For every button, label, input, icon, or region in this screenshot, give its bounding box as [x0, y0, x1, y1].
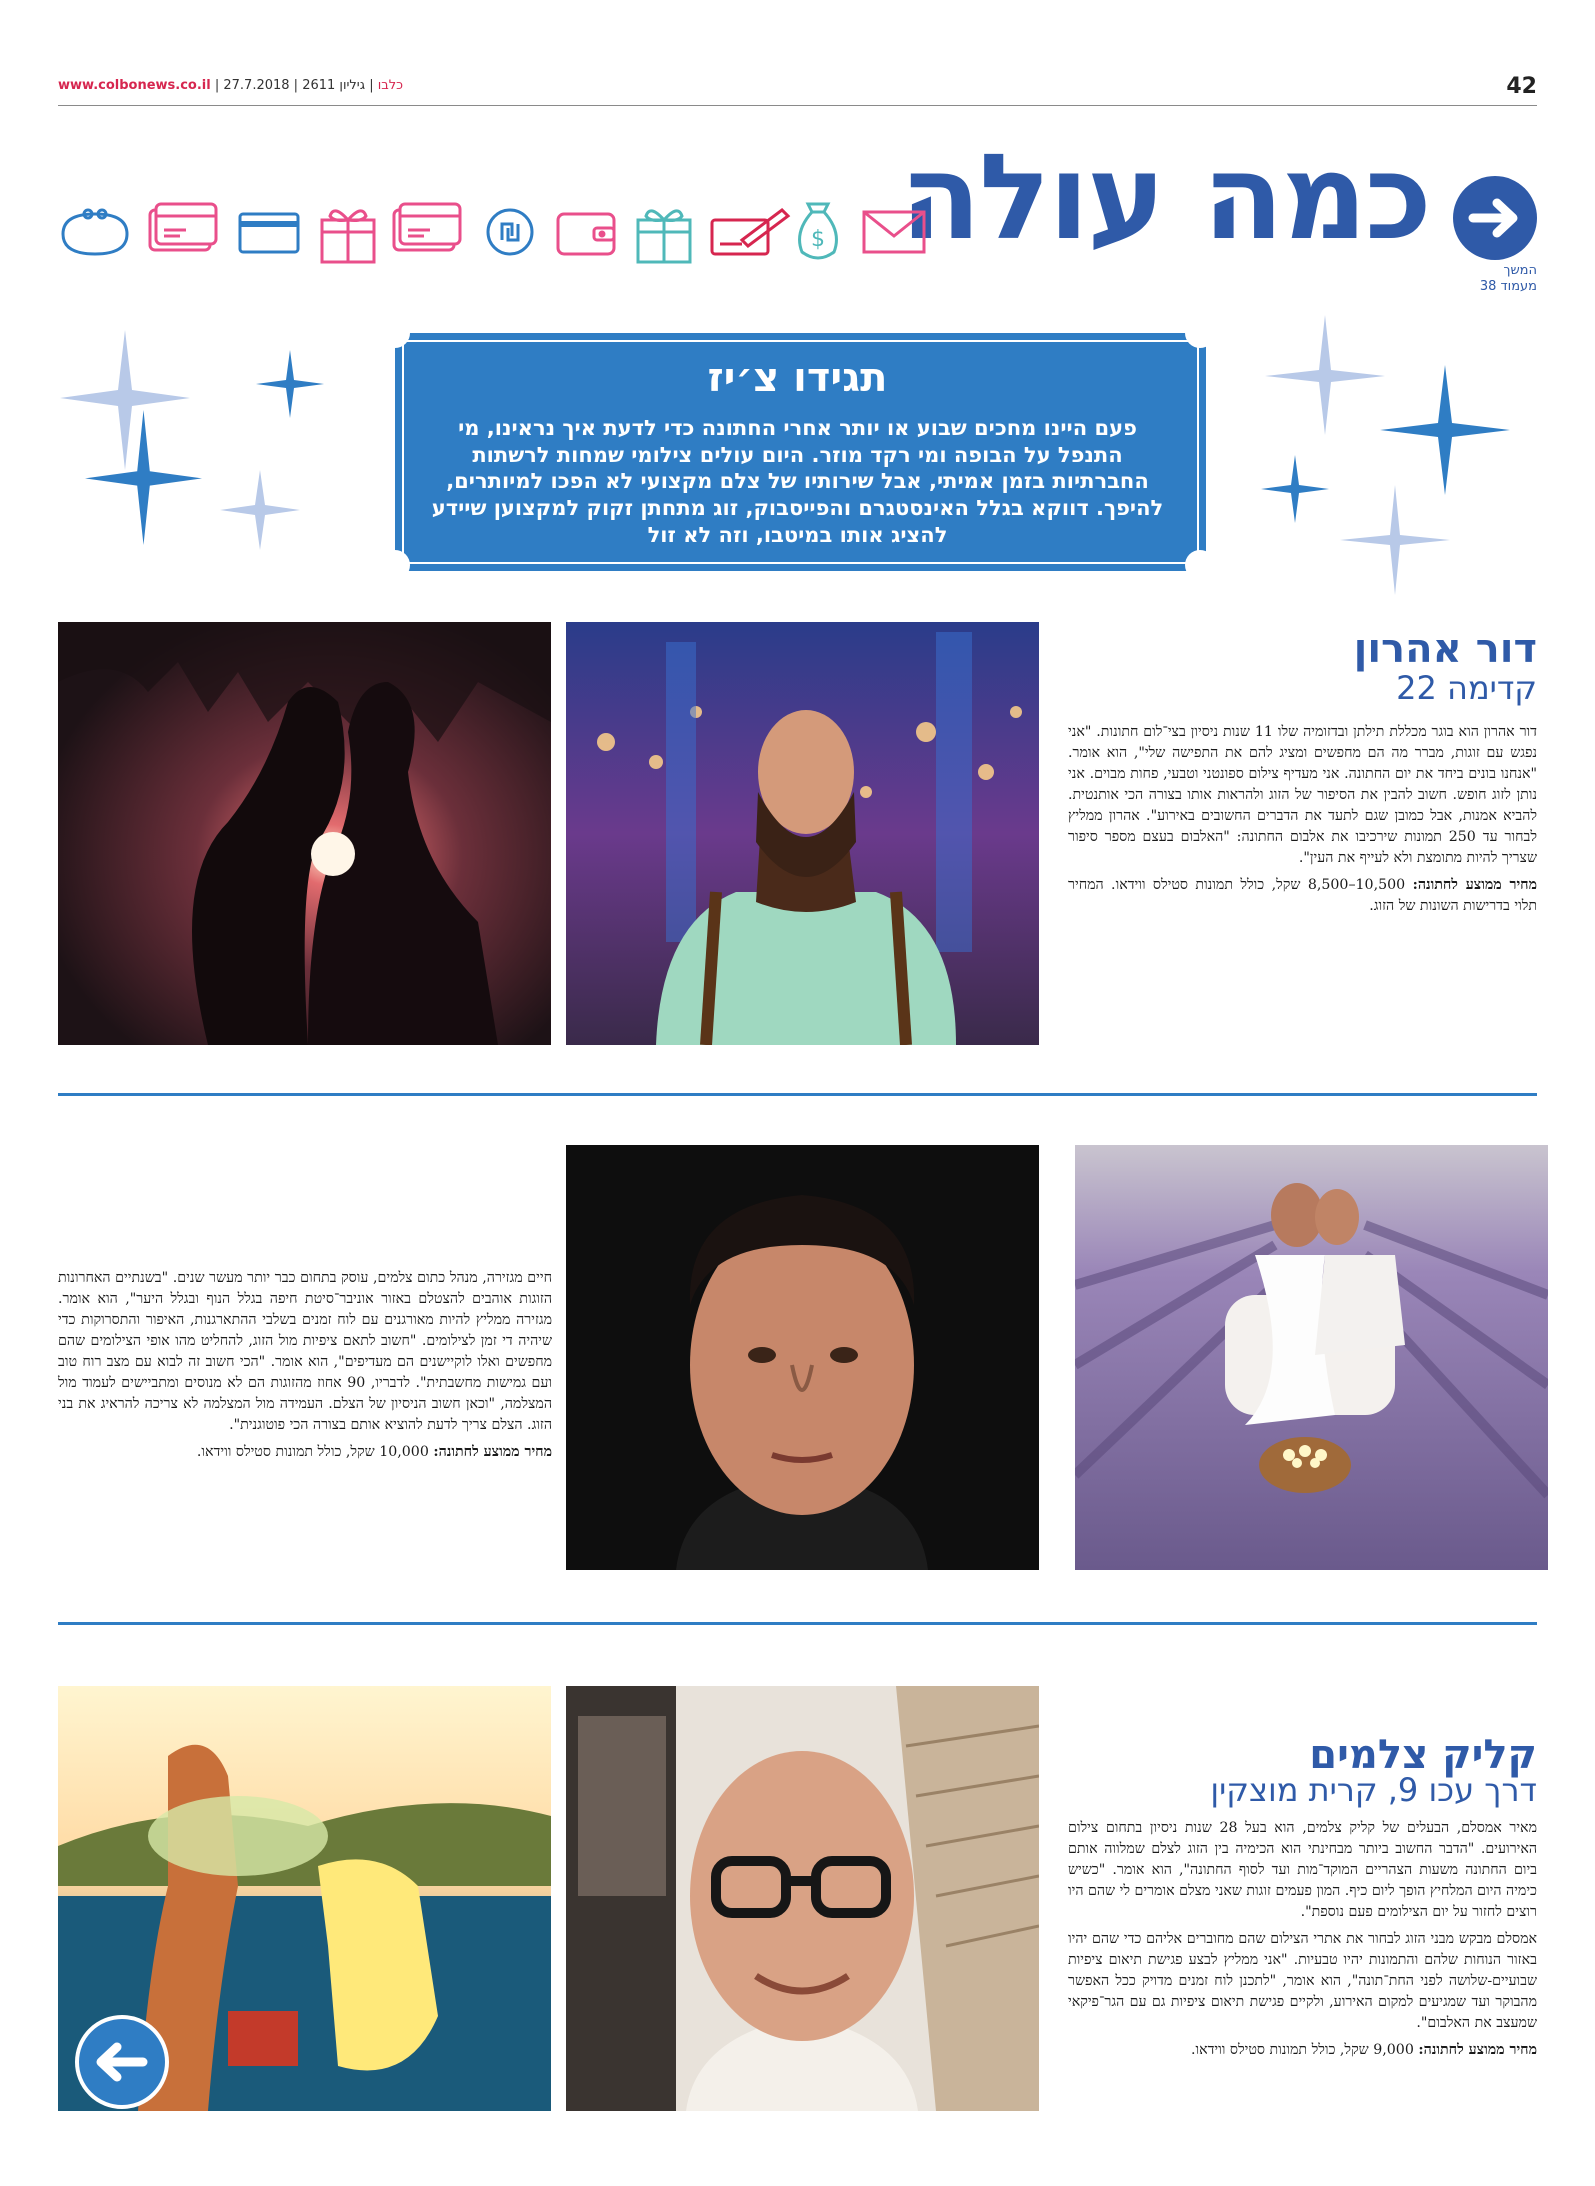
continued-line-1: המשך	[1503, 263, 1537, 278]
sparkles-right	[1215, 305, 1555, 605]
box-corner	[380, 550, 410, 580]
svg-text:$: $	[811, 227, 825, 252]
continued-line-2: מעמוד 38	[1479, 279, 1537, 295]
continued-note	[1480, 263, 1537, 296]
purse-icon	[63, 210, 127, 254]
price-line	[58, 1442, 552, 1463]
sparkles-left	[40, 320, 380, 580]
intro-box	[395, 333, 1200, 565]
box-corner	[1185, 318, 1215, 348]
couple-sunset-photo	[58, 622, 551, 1045]
studio-description	[1068, 722, 1537, 923]
studio-description	[1068, 1818, 1537, 2067]
shekel-coin-icon	[488, 210, 532, 254]
intro-text: פעם היינו מחכים שבוע או יותר אחרי החתונה כדי לדעת איך נראינו, מי התנפל על הבופה ומי רקד מוזר. היום עולים צילומי שמחות לרשתות החברתיות בזמן אמיתי, אבל שירותיו של צלם מקצועי לא הפכו למיותרים, להיפך. דווקא בגלל האינסטגרם והפייסבוק, זוג מתחתן זקוק למקצוען שיידע להציג אותו במיטבו, וזה לא זול	[431, 416, 1164, 547]
price-label: מחיר ממוצע לחתונה:	[433, 1444, 552, 1460]
header-meta: www.colbonews.co.il | כלבו | גיליון 2611 | 27.7.2018	[58, 78, 404, 93]
pen-check-icon	[712, 210, 788, 254]
page-title: כמה עולה	[900, 128, 1430, 266]
section-divider	[58, 1622, 1537, 1625]
gift-icon	[322, 211, 374, 262]
issue-number: גיליון 2611	[302, 78, 366, 93]
photographer-portrait-photo	[566, 1145, 1039, 1570]
studio-paragraph: חיים מגזירה, מנהל כתום צלמים, עוסק בתחום כבר יותר מעשר שנים. "בשנתיים האחרונות הזוגות אוהבים להצטלם באזור אוניבר־סיטת חיפה בגלל הנוף ובגלל היער", הוא אומר. מגזירה ממליץ להיות מאורגנים עם לוח זמנים בשלבי ההתארגנות, האיפור והתסרוקות כדי שיהיה די זמן לצילומים. "חשוב לתאם ציפיות מול הזוג, להחליט מהו אופי הצילומים שהם מחפשים ואלו לוקיישנים הם מעדיפים", הוא אומר. "הכי חשוב זה לבוא עם מצב רוח טוב ועם גמישות מחשבתית". לדבריו, 90 אחוז מהזוגות הם לא מנוסים ומתביישים לעמוד מול המצלמה, "וכאן חשוב הניסיון של הצלם. העמידה מול המצלמה לא צריכה להראיג את בני הזוג. הצלם צריך לדעת להוציא אותם בצורה הכי פוטוגנית".	[58, 1270, 552, 1433]
gift-icon	[638, 211, 690, 262]
header-divider	[58, 105, 1537, 106]
studio-paragraph: אמסלם מבקש מבני הזוג לבחור את אתרי הצילום שהם מחוברים אליהם כדי שהם יהיו באזור הנוחות שלהם והתמונות יהיו טבעיות. "אני ממליץ לבצע פגישת תיאום ציפיות שבועיים-שלושה לפני החת־תונה", הוא אומר, "לתכנן לוח זמנים מדויק ככל האפשר מהבוקר ועד שמגיעים למקום האירוע, ולקיים פגישת תיאום ציפיות גם עם הגר־פיקאי שמעצב את האלבום".	[1068, 1931, 1537, 2031]
studio-paragraph: דור אהרון הוא בוגר מכללת תילתן ובדזומיה שלו 11 שנות ניסיון בצי־לום חתונות. "אני נפגש עם זוגות, מברר מה הם מחפשים ומציג להם את התפישה שלי", הוא אומר. "אנחנו בונים ביחד את יום החתונה. אני מעדיף צילום ספונטני וטבעי, פחות מבוים. אני נותן לזוג חופש. חשוב להבין את הסיפור של הזוג ולהראות אותו בצורה הכי אותנטית. להביא אמנות, אבל כמובן שגם לתעד את הדברים החשובים באירוע". אהרון ממליץ לבחור עד 250 תמונות שירכיבו את אלבום החתונה: "האלבום בעצם מספר סיפור שצריך להיות מתומצת ולא לעייף את העין".	[1068, 724, 1537, 866]
studio-description	[58, 1268, 552, 1469]
brand-name: כלבו	[377, 78, 404, 93]
wallet-icon	[558, 214, 614, 254]
price-label: מחיר ממוצע לחתונה:	[1418, 2042, 1537, 2058]
photographer-meir-amsalem-photo	[566, 1686, 1039, 2111]
page-number: 42	[1506, 74, 1537, 99]
site-url[interactable]: www.colbonews.co.il	[58, 78, 211, 93]
intro-title: תגידו צ׳יז	[707, 355, 888, 401]
studio-address: דרך עכו 9, קרית מוצקין	[1210, 1771, 1537, 1809]
section-divider	[58, 1093, 1537, 1096]
icon-row	[58, 196, 938, 266]
credit-card-icon	[150, 204, 216, 250]
credit-card-icon	[394, 204, 460, 250]
issue-date: 27.7.2018	[223, 78, 290, 93]
studio-name: דור אהרון	[1353, 626, 1537, 672]
money-bag-icon	[800, 204, 837, 258]
box-corner	[380, 318, 410, 348]
next-arrow-icon[interactable]	[1453, 176, 1537, 260]
couple-lavender-field-photo	[1075, 1145, 1548, 1570]
price-line	[1068, 2040, 1537, 2061]
price-label: מחיר ממוצע לחתונה:	[1412, 877, 1537, 893]
price-text: 10,500–8,500 שקל, כולל תמונות סטילס ווידאו. המחיר תלוי בדרישות השונות של הזוג.	[1068, 877, 1537, 914]
photographer-dor-aharon-photo	[566, 622, 1039, 1045]
price-text: 9,000 שקל, כולל תמונות סטילס ווידאו.	[1190, 2042, 1414, 2058]
studio-name: קליק צלמים	[1309, 1732, 1537, 1778]
prev-arrow-icon[interactable]	[75, 2015, 169, 2109]
card-icon	[240, 214, 298, 252]
envelope-icon	[864, 212, 924, 252]
studio-paragraph: מאיר אמסלם, הבעלים של קליק צלמים, הוא בעל 28 שנות ניסיון בתחום צילום האירועים. "הדבר החשוב ביותר מבחינתי הוא הכימיה בין הזוג לצלם שמלווה אותם ביום החתונה משעות הצהריים המוקד־מות ועד לסוף החתונה", הוא אומר. "כשיש כימיה היום המלחיץ הופך ליום כיף. המון פעמים זוגות שאני מצלם אומרים לי שהם היו רוצים לחזור על יום הצילומים פעם נוספת".	[1068, 1820, 1537, 1920]
box-corner	[1185, 550, 1215, 580]
price-text: 10,000 שקל, כולל תמונות סטילס ווידאו.	[196, 1444, 429, 1460]
price-line	[1068, 875, 1537, 917]
studio-address: קדימה 22	[1396, 669, 1537, 707]
